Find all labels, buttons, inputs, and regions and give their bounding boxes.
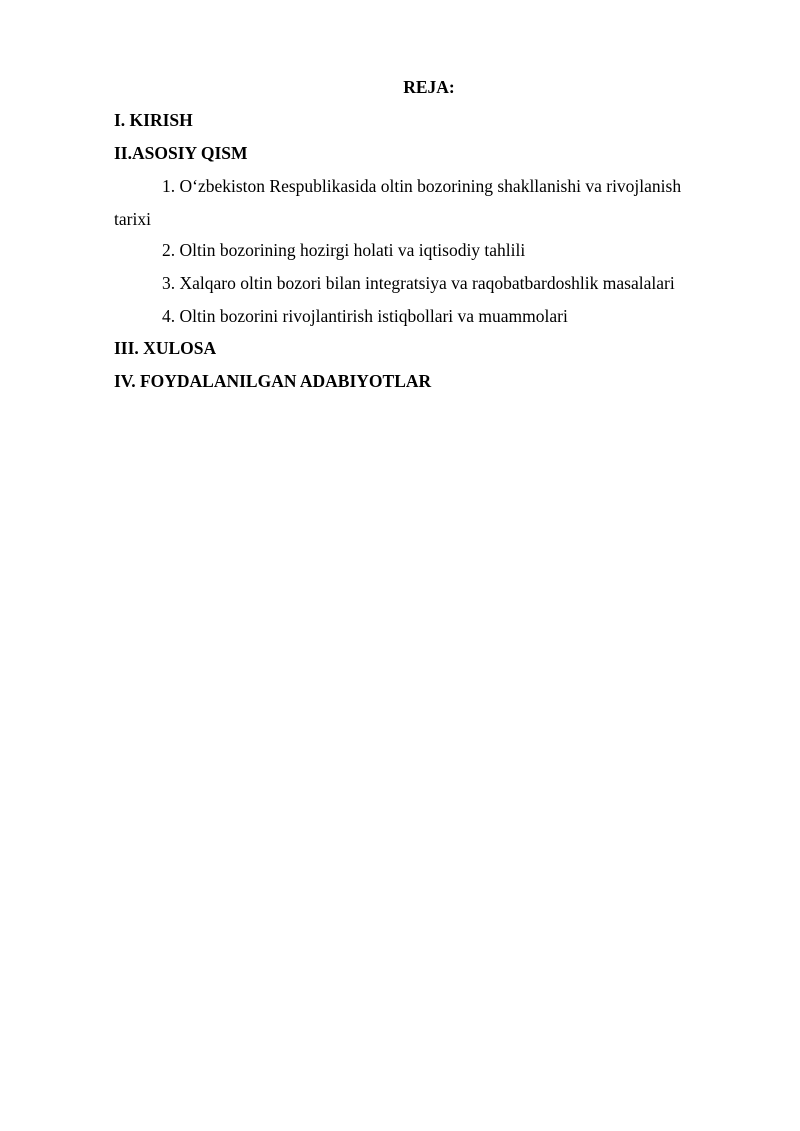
- section-heading-asosiy-qism: II.ASOSIY QISM: [114, 143, 248, 163]
- list-item-2: 2. Oltin bozorining hozirgi holati va iqtisodiy tahlili: [162, 240, 526, 260]
- list-item-1-continuation: tarixi: [114, 209, 151, 229]
- document-title: REJA:: [403, 77, 455, 97]
- list-item-4: 4. Oltin bozorini rivojlantirish istiqbollari va muammolari: [162, 306, 568, 326]
- list-item-1: 1. O‘zbekiston Respublikasida oltin bozorining shakllanishi va rivojlanish: [162, 176, 682, 196]
- section-heading-kirish: I. KIRISH: [114, 110, 193, 130]
- section-heading-xulosa: III. XULOSA: [114, 338, 217, 358]
- section-heading-adabiyotlar: IV. FOYDALANILGAN ADABIYOTLAR: [114, 371, 432, 391]
- list-item-3: 3. Xalqaro oltin bozori bilan integratsiya va raqobatbardoshlik masalalari: [162, 273, 675, 293]
